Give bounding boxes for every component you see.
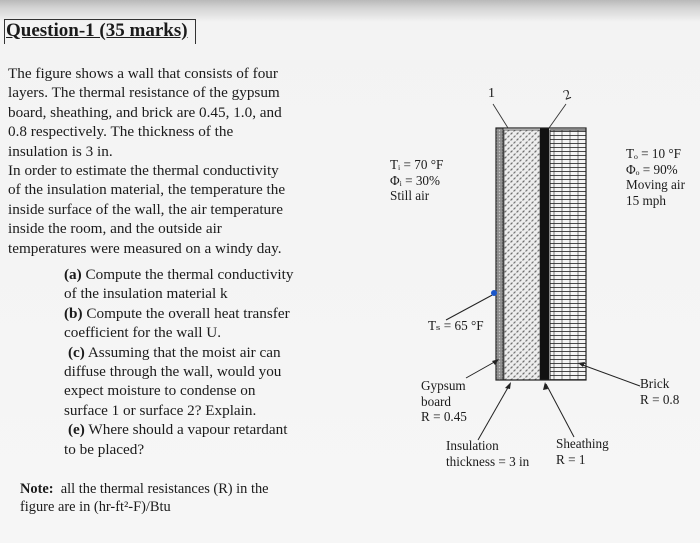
question-title: Question-1 (35 marks) — [6, 20, 188, 41]
outside-air: Moving air — [626, 177, 685, 192]
insulation-callout-line — [478, 384, 510, 440]
brick-layer — [550, 130, 586, 380]
statement-line: board, sheathing, and brick are 0.45, 1.0, and — [8, 103, 282, 121]
part-a-line: (a) Compute the thermal conductivity — [64, 266, 294, 283]
ts-arrow-line — [446, 293, 496, 320]
statement-line: 0.8 respectively. The thickness of the — [8, 123, 234, 141]
ts-arrow-head — [491, 290, 497, 296]
statement-line: insulation is 3 in. — [8, 142, 113, 160]
note-text: all the thermal resistances (R) in the — [60, 481, 269, 497]
inside-temp: Tᵢ = 70 °F — [390, 157, 444, 172]
brick-label: Brick R = 0.8 — [640, 376, 680, 407]
statement-line: In order to estimate the thermal conductivity — [8, 162, 279, 180]
note-label: Note: — [20, 481, 54, 497]
outside-conditions — [626, 146, 685, 208]
surface1-leader — [493, 104, 508, 128]
part-c-line: expect moisture to condense on — [64, 382, 256, 400]
outside-humidity: Φₒ = 90% — [626, 161, 678, 177]
inside-conditions — [390, 157, 443, 204]
part-b-tag: (b) — [64, 304, 83, 322]
outside-temp: Tₒ = 10 °F — [626, 146, 681, 161]
insulation-layer — [504, 130, 540, 380]
note-text: figure are in (hr-ft²-F)/Btu — [20, 499, 171, 515]
insulation-arrowhead — [505, 382, 511, 389]
part-e-line: to be placed? — [64, 440, 145, 458]
statement-line: layers. The thermal resistance of the gypsum — [8, 84, 280, 102]
inside-air: Still air — [390, 188, 430, 203]
gypsum-board-layer — [496, 128, 503, 380]
insulation-label: Insulation thickness = 3 in — [446, 438, 530, 469]
sheathing-callout-line — [546, 384, 574, 437]
statement-line: inside surface of the wall, the air temperature — [8, 200, 283, 218]
statement-line: temperatures were measured on a windy day. — [8, 239, 282, 257]
surface1-label: 1 — [488, 86, 495, 101]
outside-wind-speed: 15 mph — [626, 192, 666, 208]
sheathing-layer — [540, 128, 549, 380]
surface-temp-label: Tₛ = 65 °F — [428, 318, 484, 333]
sheathing-label: Sheathing R = 1 — [556, 436, 609, 467]
part-e-line: (e) Where should a vapour retardant — [68, 421, 288, 439]
inside-humidity: Φᵢ = 30% — [390, 172, 441, 188]
surface2-leader — [549, 104, 566, 128]
part-c-line: diffuse through the wall, would you — [64, 363, 282, 381]
part-c-line: surface 1 or surface 2? Explain. — [64, 401, 257, 419]
brick-callout-line — [580, 364, 640, 386]
part-e-tag: (e) — [68, 421, 85, 439]
statement-line: of the insulation material, the temperature the — [8, 181, 286, 199]
statement-line: inside the room, and the outside air — [8, 220, 222, 238]
part-c-line: (c) Assuming that the moist air can — [68, 343, 281, 361]
part-b-line: (b) Compute the overall heat transfer — [64, 304, 290, 322]
part-a-line: of the insulation material k — [64, 285, 228, 303]
part-b-line: coefficient for the wall U. — [64, 324, 222, 342]
part-a-tag: (a) — [64, 266, 82, 283]
gypsum-label: Gypsum board R = 0.45 — [421, 378, 467, 424]
statement-line: The figure shows a wall that consists of four — [8, 65, 278, 82]
gypsum-callout-line — [466, 360, 498, 378]
part-c-tag: (c) — [68, 343, 85, 361]
surface2-label: 2 — [561, 87, 574, 104]
